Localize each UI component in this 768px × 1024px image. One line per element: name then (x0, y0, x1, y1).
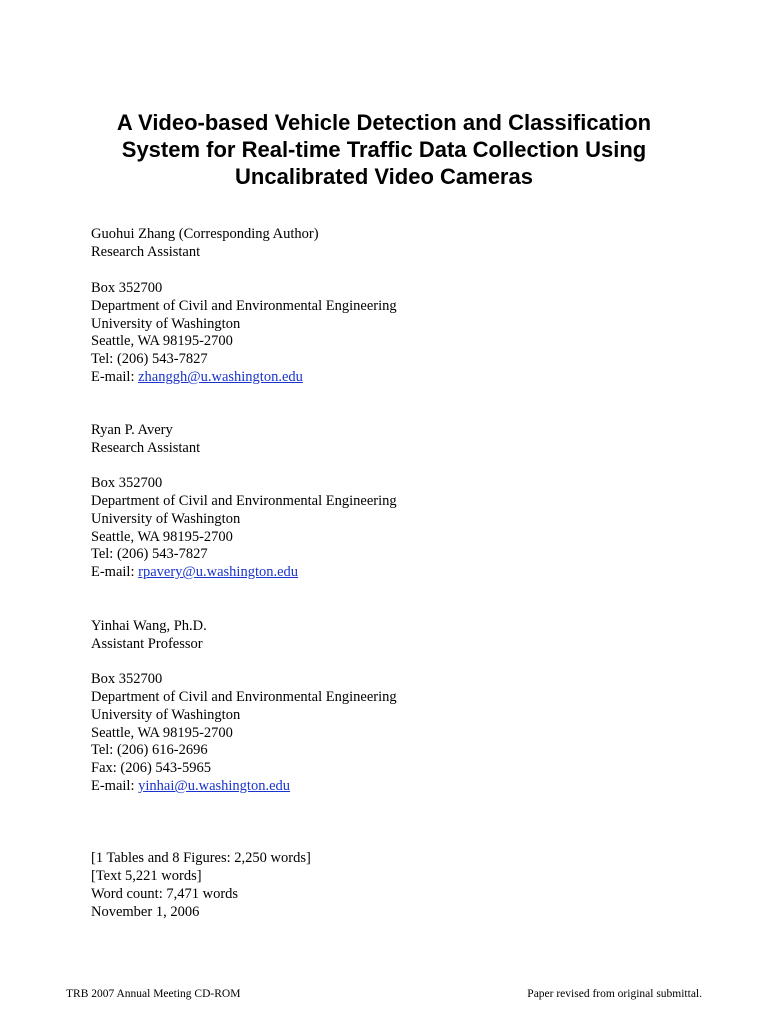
author-name: Ryan P. Avery (91, 422, 173, 438)
author-email-line (91, 368, 303, 386)
email-label: E-mail: (91, 778, 139, 794)
author-department: Department of Civil and Environmental Engineering (91, 298, 397, 314)
submission-date: November 1, 2006 (91, 904, 200, 920)
author-position: Research Assistant (91, 244, 201, 260)
author-city: Seattle, WA 98195-2700 (91, 529, 233, 545)
author-tel: Tel: (206) 543-7827 (91, 546, 208, 562)
title-line: Uncalibrated Video Cameras (235, 164, 533, 189)
figures-word-count: [1 Tables and 8 Figures: 2,250 words] (91, 850, 311, 866)
author-email-line (91, 563, 298, 581)
paper-title (0, 109, 768, 190)
footer-revision-note: Paper revised from original submittal. (527, 988, 702, 1000)
author-box: Box 352700 (91, 475, 163, 491)
title-line: A Video-based Vehicle Detection and Classification (116, 110, 652, 135)
author-tel: Tel: (206) 616-2696 (91, 742, 208, 758)
author-box: Box 352700 (91, 280, 163, 296)
email-link[interactable]: zhanggh@u.washington.edu (138, 369, 303, 385)
author-box: Box 352700 (91, 671, 163, 687)
text-word-count: [Text 5,221 words] (91, 868, 202, 884)
total-word-count: Word count: 7,471 words (91, 886, 239, 902)
title-line: System for Real-time Traffic Data Collection Using (121, 137, 647, 162)
author-name: Guohui Zhang (Corresponding Author) (91, 226, 319, 242)
email-link[interactable]: yinhai@u.washington.edu (138, 778, 291, 794)
email-link[interactable]: rpavery@u.washington.edu (138, 564, 299, 580)
author-email-line (91, 777, 290, 795)
footer-conference: TRB 2007 Annual Meeting CD-ROM (66, 988, 241, 1000)
author-fax: Fax: (206) 543-5965 (91, 760, 212, 776)
author-position: Assistant Professor (91, 636, 203, 652)
author-city: Seattle, WA 98195-2700 (91, 725, 233, 741)
email-label: E-mail: (91, 369, 139, 385)
author-university: University of Washington (91, 316, 241, 332)
author-city: Seattle, WA 98195-2700 (91, 333, 233, 349)
author-position: Research Assistant (91, 440, 201, 456)
author-department: Department of Civil and Environmental Engineering (91, 689, 397, 705)
author-university: University of Washington (91, 511, 241, 527)
author-name: Yinhai Wang, Ph.D. (91, 618, 207, 634)
email-label: E-mail: (91, 564, 139, 580)
author-tel: Tel: (206) 543-7827 (91, 351, 208, 367)
author-university: University of Washington (91, 707, 241, 723)
author-department: Department of Civil and Environmental Engineering (91, 493, 397, 509)
